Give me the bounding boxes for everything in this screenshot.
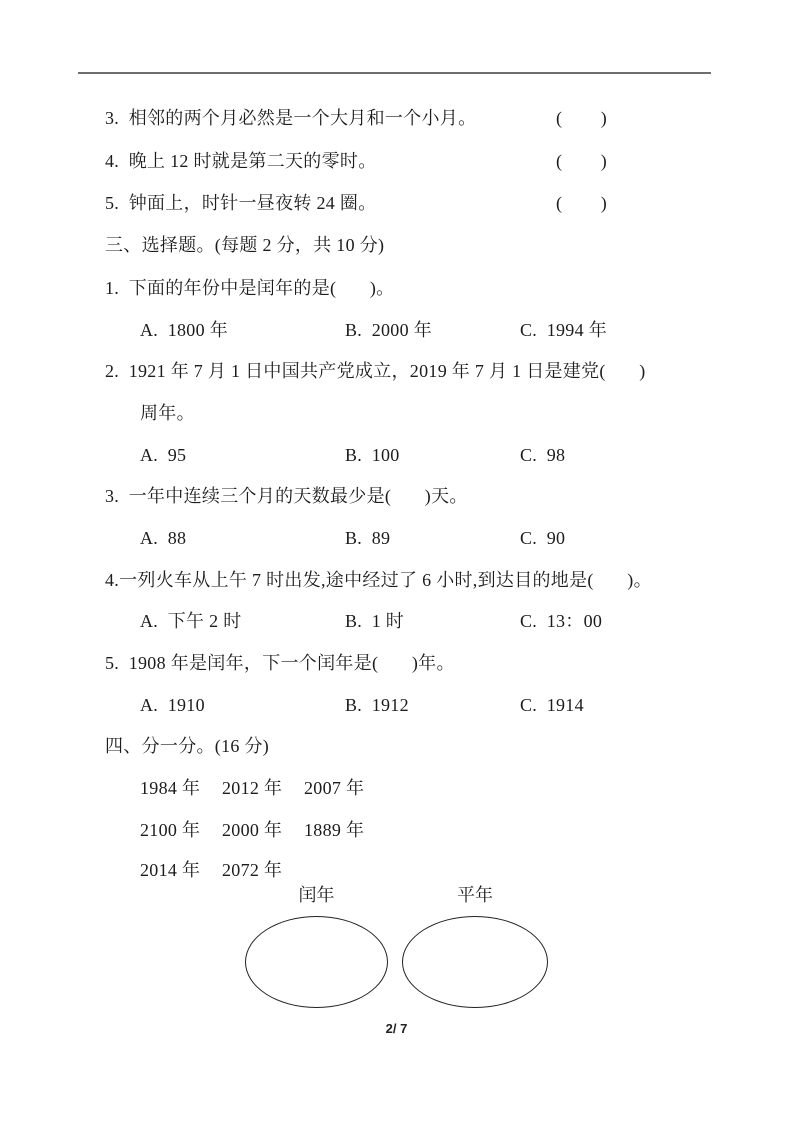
option-b: B. 1912 xyxy=(345,695,409,715)
year-item: 2014 年 xyxy=(140,860,201,880)
year-item: 2072 年 xyxy=(222,860,283,880)
judge-item-3 xyxy=(105,106,607,130)
header-divider xyxy=(78,72,711,74)
year-item: 2012 年 xyxy=(222,778,283,798)
option-b: B. 100 xyxy=(345,445,400,465)
judge-item-4 xyxy=(105,149,607,173)
section-heading-sort: 四、分一分。(16 分) xyxy=(105,736,270,756)
mc-options-5 xyxy=(140,693,700,717)
common-year-bin-label: 平年 xyxy=(457,885,493,905)
option-c: C. 1914 xyxy=(520,695,584,715)
year-item: 2000 年 xyxy=(222,820,283,840)
year-item: 2007 年 xyxy=(304,778,365,798)
option-a: A. 1800 年 xyxy=(140,320,228,340)
option-c: C. 13：00 xyxy=(520,611,603,631)
leap-year-bin-label: 闰年 xyxy=(298,885,335,905)
page-number: 2/ 7 xyxy=(385,1021,408,1036)
year-item: 1889 年 xyxy=(304,820,365,840)
judge-item-text: 3. 相邻的两个月必然是一个大月和一个小月。 xyxy=(105,108,477,128)
mc-question-5: 5. 1908 年是闰年，下一个闰年是( )年。 xyxy=(105,653,455,673)
section-heading-choice: 三、选择题。(每题 2 分，共 10 分) xyxy=(105,235,385,255)
answer-parentheses: ( ) xyxy=(556,108,607,128)
mc-question-2: 2. 1921 年 7 月 1 日中国共产党成立，2019 年 7 月 1 日是建党( ) xyxy=(105,361,646,381)
mc-options-2 xyxy=(140,443,700,467)
leap-year-bin-oval xyxy=(245,916,388,1008)
option-a: A. 下午 2 时 xyxy=(140,611,242,631)
year-list-row xyxy=(140,776,386,800)
judge-item-5 xyxy=(105,191,607,215)
mc-question-2-wrap: 周年。 xyxy=(140,403,195,423)
option-c: C. 1994 年 xyxy=(520,320,608,340)
year-item: 1984 年 xyxy=(140,778,201,798)
option-b: B. 89 xyxy=(345,528,391,548)
option-c: C. 98 xyxy=(520,445,566,465)
common-year-bin-oval xyxy=(402,916,548,1008)
mc-question-3: 3. 一年中连续三个月的天数最少是( )天。 xyxy=(105,486,468,506)
option-a: A. 95 xyxy=(140,445,187,465)
answer-parentheses: ( ) xyxy=(556,151,607,171)
option-b: B. 1 时 xyxy=(345,611,405,631)
option-c: C. 90 xyxy=(520,528,566,548)
year-item: 2100 年 xyxy=(140,820,201,840)
year-list-row xyxy=(140,818,386,842)
judge-item-text: 4. 晚上 12 时就是第二天的零时。 xyxy=(105,151,377,171)
option-a: A. 1910 xyxy=(140,695,205,715)
mc-options-3 xyxy=(140,526,700,550)
mc-question-4: 4.一列火车从上午 7 时出发,途中经过了 6 小时,到达目的地是( )。 xyxy=(105,570,652,590)
mc-question-1: 1. 下面的年份中是闰年的是( )。 xyxy=(105,278,395,298)
option-a: A. 88 xyxy=(140,528,187,548)
mc-options-4 xyxy=(140,609,700,633)
option-b: B. 2000 年 xyxy=(345,320,433,340)
judge-item-text: 5. 钟面上，时针一昼夜转 24 圈。 xyxy=(105,193,377,213)
year-list-row xyxy=(140,858,304,882)
mc-options-1 xyxy=(140,318,700,342)
answer-parentheses: ( ) xyxy=(556,193,607,213)
